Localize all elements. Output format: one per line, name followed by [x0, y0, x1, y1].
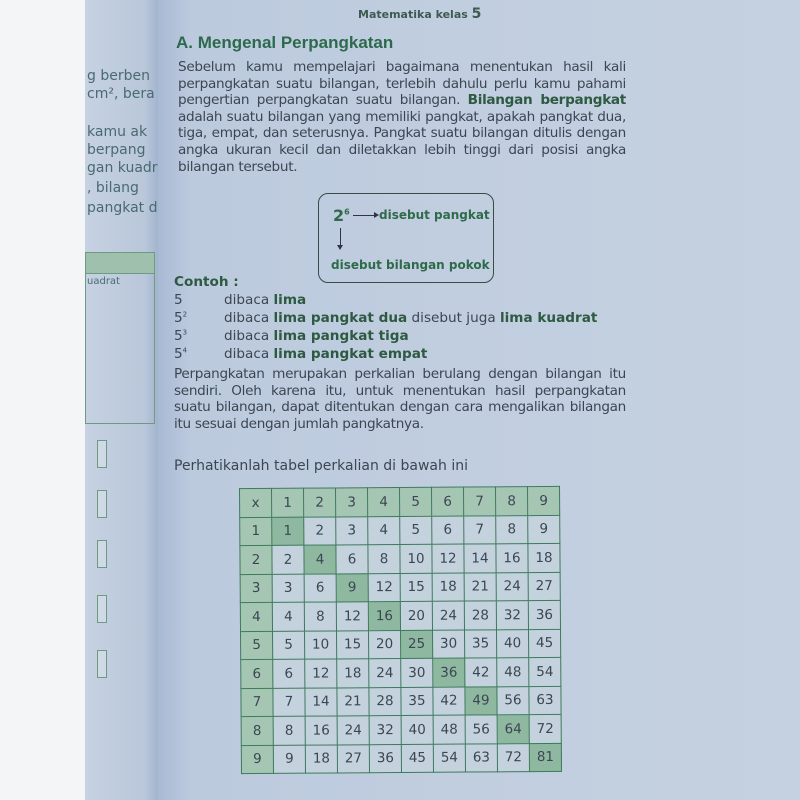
product-cell: 54	[529, 657, 561, 686]
product-cell: 16	[496, 544, 528, 573]
corner-cell: x	[240, 488, 272, 517]
example-row	[174, 346, 427, 362]
product-cell: 12	[336, 602, 368, 631]
row-header: 3	[240, 574, 272, 603]
power-diagram	[318, 193, 494, 283]
read-label: dibaca	[224, 328, 270, 344]
product-cell: 56	[465, 715, 497, 744]
reading: lima pangkat dua	[273, 310, 408, 326]
base: 5	[174, 346, 183, 362]
product-cell: 6	[432, 516, 464, 545]
text: Sebelum kamu mempelajari bagaimana menentukan hasil kali perpangkatan suatu bilangan, terlebih dahulu perlu kamu pahami pengertian perpangkatan suatu bilangan.	[178, 59, 626, 109]
product-cell: 36	[528, 600, 560, 629]
product-cell: 16	[305, 716, 337, 745]
product-cell: 7	[464, 515, 496, 544]
product-cell: 5	[273, 631, 305, 660]
column-header: 6	[432, 487, 464, 516]
product-cell: 3	[272, 574, 304, 603]
table-row	[240, 515, 560, 546]
adjacent-page	[85, 0, 160, 800]
product-cell: 20	[369, 630, 401, 659]
product-cell: 24	[432, 601, 464, 630]
product-cell: 15	[337, 630, 369, 659]
column-header: 1	[272, 488, 304, 517]
product-cell: 35	[464, 629, 496, 658]
example-power	[174, 346, 224, 362]
examples-title: Contoh :	[174, 274, 239, 290]
base: 2	[333, 206, 345, 225]
square-cell: 4	[304, 545, 336, 574]
product-cell: 54	[433, 744, 465, 773]
product-cell: 24	[369, 658, 401, 687]
product-cell: 12	[432, 544, 464, 573]
column-header: 4	[368, 488, 400, 517]
diagram-base	[333, 206, 350, 225]
product-cell: 40	[401, 715, 433, 744]
product-cell: 40	[496, 629, 528, 658]
product-cell: 42	[465, 658, 497, 687]
product-cell: 21	[464, 572, 496, 601]
left-table-text: uadrat	[87, 276, 120, 287]
running-header	[358, 6, 481, 22]
product-cell: 14	[464, 544, 496, 573]
square-cell: 36	[433, 658, 465, 687]
column-header: 7	[464, 487, 496, 516]
product-cell: 18	[337, 659, 369, 688]
product-cell: 72	[529, 714, 561, 743]
read-label: dibaca	[224, 292, 270, 308]
square-cell: 1	[272, 517, 304, 546]
explanation-paragraph: Perpangkatan merupakan perkalian berulang dengan bilangan itu sendiri. Oleh karena itu, untuk menentukan hasil perpangkatan suatu bilangan, dapat ditentukan dengan cara mengalikan bilangan itu sesuai dengan jumlah pangkatnya.	[174, 366, 626, 432]
left-box	[97, 540, 107, 568]
square-cell: 25	[401, 630, 433, 659]
product-cell: 9	[528, 515, 560, 544]
product-cell: 36	[369, 744, 401, 773]
left-text-fragment: gan kuadr	[87, 160, 158, 176]
product-cell: 3	[336, 516, 368, 545]
product-cell: 48	[433, 715, 465, 744]
row-header: 9	[241, 745, 273, 774]
product-cell: 5	[400, 516, 432, 545]
exponent: 2	[182, 310, 188, 319]
column-header: 9	[528, 486, 560, 515]
product-cell: 35	[401, 687, 433, 716]
row-header: 1	[240, 517, 272, 546]
product-cell: 18	[305, 744, 337, 773]
read-label: dibaca	[224, 346, 270, 362]
left-box	[97, 440, 107, 468]
extra-text: disebut juga	[407, 310, 500, 326]
product-cell: 15	[400, 573, 432, 602]
exponent-label: disebut pangkat	[379, 208, 490, 222]
table-row	[241, 657, 561, 688]
square-cell: 81	[529, 743, 561, 772]
bold-term: Bilangan berpangkat	[467, 92, 627, 109]
product-cell: 20	[400, 601, 432, 630]
book-title: Matematika kelas	[358, 8, 468, 21]
product-cell: 18	[528, 543, 560, 572]
product-cell: 24	[496, 572, 528, 601]
product-cell: 18	[432, 573, 464, 602]
left-text-fragment: berpang	[87, 142, 146, 158]
row-header: 7	[241, 688, 273, 717]
left-table-cell	[85, 274, 155, 424]
left-table-header	[85, 252, 155, 274]
table-row	[241, 686, 561, 717]
product-cell: 8	[304, 602, 336, 631]
product-cell: 32	[496, 601, 528, 630]
base: 5	[174, 310, 183, 326]
product-cell: 6	[304, 573, 336, 602]
product-cell: 30	[432, 630, 464, 659]
product-cell: 7	[273, 688, 305, 717]
square-cell: 49	[465, 686, 497, 715]
product-cell: 4	[272, 602, 304, 631]
product-cell: 45	[401, 744, 433, 773]
row-header: 2	[240, 545, 272, 574]
example-power	[174, 310, 224, 326]
left-box	[97, 595, 107, 623]
left-text-fragment: pangkat d	[87, 200, 158, 216]
left-text-fragment: cm², bera	[87, 86, 155, 102]
product-cell: 12	[368, 573, 400, 602]
square-cell: 9	[336, 573, 368, 602]
row-header: 6	[241, 659, 273, 688]
product-cell: 8	[273, 716, 305, 745]
square-cell: 16	[368, 602, 400, 631]
column-header: 8	[496, 487, 528, 516]
product-cell: 72	[497, 743, 529, 772]
grade-number: 5	[471, 6, 482, 22]
product-cell: 32	[369, 715, 401, 744]
product-cell: 63	[529, 686, 561, 715]
table-row	[241, 629, 561, 660]
product-cell: 21	[337, 687, 369, 716]
base: 5	[174, 328, 183, 344]
table-intro: Perhatikanlah tabel perkalian di bawah ini	[174, 458, 468, 474]
example-row	[174, 328, 409, 344]
intro-paragraph	[178, 59, 626, 175]
product-cell: 45	[528, 629, 560, 658]
exponent: 4	[182, 346, 188, 355]
read-label: dibaca	[224, 310, 270, 326]
left-text-fragment: , bilang	[87, 180, 139, 196]
product-cell: 6	[336, 545, 368, 574]
arrow-right-icon	[353, 215, 375, 216]
example-row	[174, 292, 306, 308]
exponent: 6	[344, 207, 350, 217]
left-box	[97, 650, 107, 678]
product-cell: 63	[465, 743, 497, 772]
column-header: 2	[304, 488, 336, 517]
column-header: 5	[400, 487, 432, 516]
product-cell: 6	[273, 659, 305, 688]
row-header: 4	[240, 602, 272, 631]
table-row	[240, 543, 560, 574]
product-cell: 14	[305, 687, 337, 716]
text: adalah suatu bilangan yang memiliki pangkat, apakah pangkat dua, tiga, empat, dan seterusnya. Pangkat suatu bilangan ditulis dengan angka ukuran kecil dan diletakkan lebih tinggi dari posisi angka bilangan tersebut.	[178, 108, 626, 175]
arrow-down-icon	[340, 228, 341, 246]
base-label: disebut bilangan pokok	[331, 258, 490, 272]
product-cell: 2	[304, 516, 336, 545]
product-cell: 4	[368, 516, 400, 545]
example-power	[174, 292, 224, 308]
book-page	[158, 0, 800, 800]
product-cell: 28	[369, 687, 401, 716]
product-cell: 48	[497, 658, 529, 687]
table-row	[241, 714, 561, 745]
product-cell: 8	[496, 515, 528, 544]
product-cell: 10	[400, 544, 432, 573]
product-cell: 30	[401, 658, 433, 687]
product-cell: 27	[528, 572, 560, 601]
product-cell: 9	[273, 745, 305, 774]
product-cell: 27	[337, 744, 369, 773]
reading: lima	[273, 292, 307, 308]
example-row	[174, 310, 597, 326]
reading: lima pangkat empat	[273, 346, 428, 362]
product-cell: 12	[305, 659, 337, 688]
row-header: 5	[241, 631, 273, 660]
product-cell: 2	[272, 545, 304, 574]
product-cell: 8	[368, 545, 400, 574]
section-title: A. Mengenal Perpangkatan	[176, 33, 394, 52]
base: 5	[174, 292, 183, 308]
left-text-fragment: kamu ak	[87, 124, 148, 140]
reading: lima pangkat tiga	[273, 328, 409, 344]
left-box	[97, 490, 107, 518]
exponent: 3	[182, 328, 188, 337]
product-cell: 10	[305, 630, 337, 659]
example-power	[174, 328, 224, 344]
alt-reading: lima kuadrat	[499, 310, 598, 326]
product-cell: 28	[464, 601, 496, 630]
table-row	[240, 600, 560, 631]
square-cell: 64	[497, 715, 529, 744]
row-header: 8	[241, 716, 273, 745]
multiplication-table	[239, 486, 562, 774]
left-text-fragment: g berben	[87, 68, 150, 84]
product-cell: 42	[433, 687, 465, 716]
column-header: 3	[336, 488, 368, 517]
table-header-row	[240, 486, 560, 517]
product-cell: 24	[337, 716, 369, 745]
table-row	[241, 743, 561, 774]
product-cell: 56	[497, 686, 529, 715]
table-row	[240, 572, 560, 603]
